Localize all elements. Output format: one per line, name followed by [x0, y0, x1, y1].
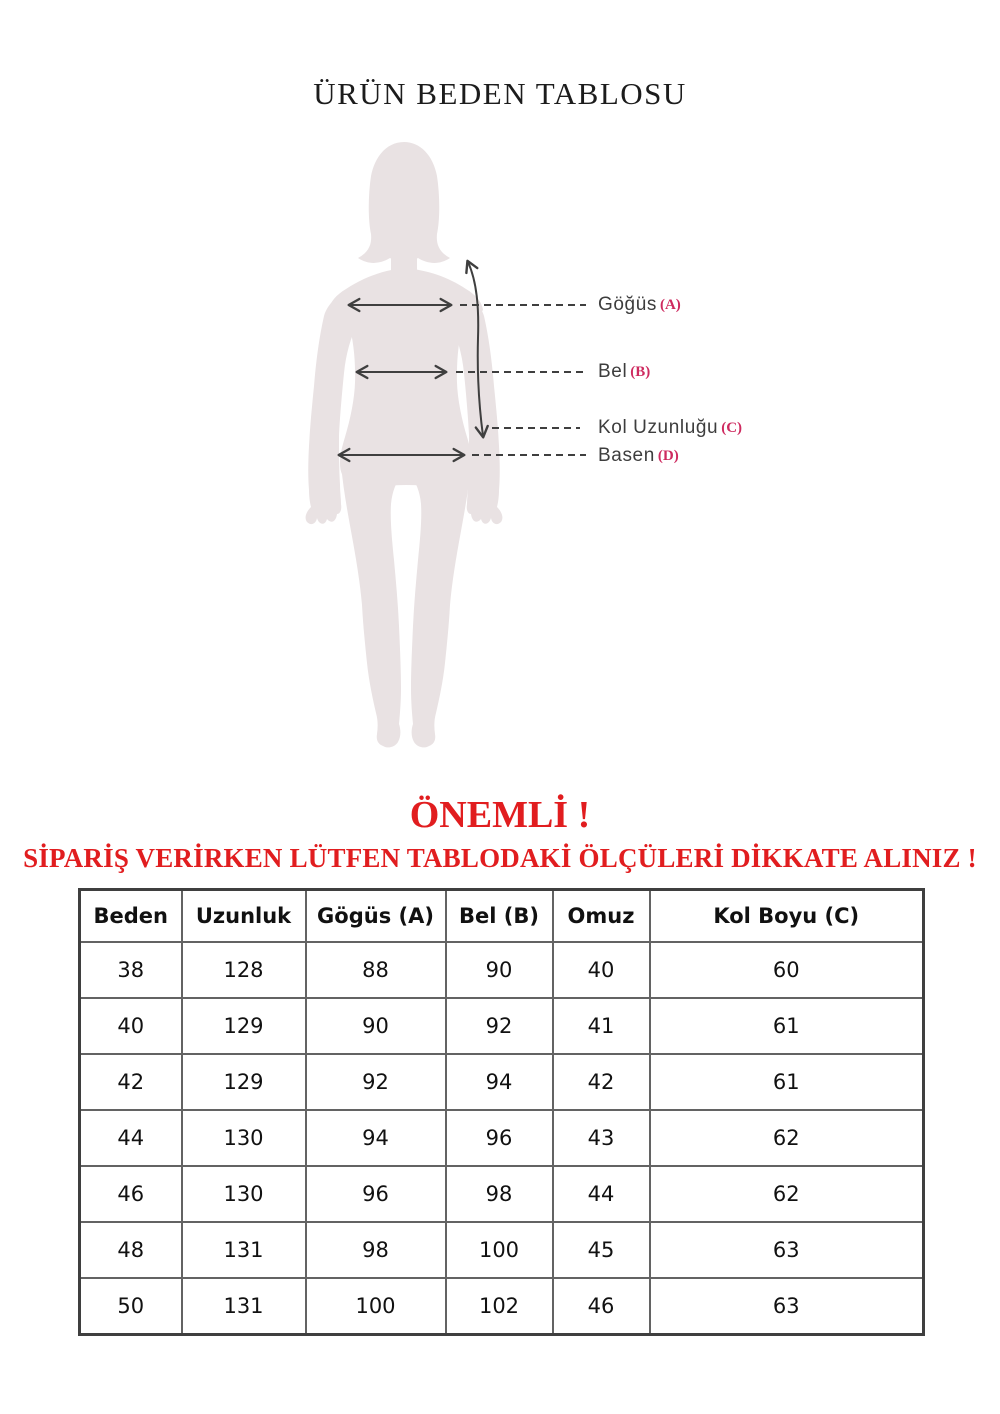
label-hip-code: (D) — [657, 448, 679, 464]
table-cell: 44 — [553, 1166, 650, 1222]
table-cell: 62 — [650, 1166, 924, 1222]
table-row — [80, 1166, 924, 1222]
table-cell: 100 — [446, 1222, 553, 1278]
table-cell: 102 — [446, 1278, 553, 1335]
table-row — [80, 1054, 924, 1110]
size-table — [78, 888, 925, 1336]
table-row — [80, 1222, 924, 1278]
table-cell: 63 — [650, 1222, 924, 1278]
table-cell: 128 — [182, 942, 306, 998]
table-cell: 130 — [182, 1110, 306, 1166]
body-measurement-diagram — [280, 130, 600, 755]
silhouette-neck — [391, 225, 417, 275]
table-cell: 63 — [650, 1278, 924, 1335]
table-cell: 94 — [446, 1054, 553, 1110]
header-kol-boyu: Kol Boyu (C) — [650, 890, 924, 943]
table-cell: 45 — [553, 1222, 650, 1278]
table-cell: 42 — [80, 1054, 182, 1110]
header-bel: Bel (B) — [446, 890, 553, 943]
size-table-header — [80, 890, 924, 943]
table-cell: 129 — [182, 998, 306, 1054]
female-silhouette — [306, 142, 503, 747]
label-waist-code: (B) — [630, 364, 651, 380]
header-uzunluk: Uzunluk — [182, 890, 306, 943]
table-cell: 131 — [182, 1222, 306, 1278]
table-cell: 50 — [80, 1278, 182, 1335]
table-cell: 100 — [306, 1278, 446, 1335]
table-cell: 96 — [306, 1166, 446, 1222]
table-cell: 46 — [553, 1278, 650, 1335]
table-row — [80, 942, 924, 998]
table-cell: 42 — [553, 1054, 650, 1110]
table-row — [80, 1110, 924, 1166]
table-cell: 129 — [182, 1054, 306, 1110]
table-cell: 61 — [650, 1054, 924, 1110]
table-row — [80, 1278, 924, 1335]
table-cell: 94 — [306, 1110, 446, 1166]
table-cell: 88 — [306, 942, 446, 998]
table-cell: 40 — [80, 998, 182, 1054]
size-table-body — [80, 942, 924, 1335]
silhouette-left-leg — [341, 460, 403, 748]
table-cell: 92 — [306, 1054, 446, 1110]
table-cell: 41 — [553, 998, 650, 1054]
silhouette-right-leg — [409, 460, 471, 748]
table-cell: 48 — [80, 1222, 182, 1278]
table-cell: 98 — [446, 1166, 553, 1222]
header-gogus: Gögüs (A) — [306, 890, 446, 943]
header-row — [80, 890, 924, 943]
table-cell: 46 — [80, 1166, 182, 1222]
label-hip — [598, 444, 679, 468]
label-chest — [598, 293, 681, 317]
table-cell: 43 — [553, 1110, 650, 1166]
warning-text: SİPARİŞ VERİRKEN LÜTFEN TABLODAKİ ÖLÇÜLERİ DİKKATE ALINIZ ! — [23, 843, 977, 873]
table-cell: 96 — [446, 1110, 553, 1166]
label-waist — [598, 360, 650, 384]
label-arm-length-code: (C) — [721, 420, 743, 436]
table-cell: 98 — [306, 1222, 446, 1278]
table-cell: 61 — [650, 998, 924, 1054]
label-hip-text: Basen — [598, 445, 655, 466]
label-arm-length-text: Kol Uzunluğu — [598, 417, 719, 438]
table-cell: 38 — [80, 942, 182, 998]
table-cell: 44 — [80, 1110, 182, 1166]
page-title: ÜRÜN BEDEN TABLOSU — [313, 76, 687, 111]
table-cell: 131 — [182, 1278, 306, 1335]
header-omuz: Omuz — [553, 890, 650, 943]
table-cell: 62 — [650, 1110, 924, 1166]
label-waist-text: Bel — [598, 361, 628, 382]
label-chest-code: (A) — [659, 297, 681, 313]
header-beden: Beden — [80, 890, 182, 943]
table-row — [80, 998, 924, 1054]
table-cell: 90 — [306, 998, 446, 1054]
table-cell: 40 — [553, 942, 650, 998]
table-cell: 130 — [182, 1166, 306, 1222]
label-chest-text: Göğüs — [598, 294, 657, 315]
table-cell: 90 — [446, 942, 553, 998]
table-cell: 92 — [446, 998, 553, 1054]
important-heading: ÖNEMLİ ! — [409, 794, 591, 836]
label-arm-length — [598, 416, 742, 440]
table-cell: 60 — [650, 942, 924, 998]
